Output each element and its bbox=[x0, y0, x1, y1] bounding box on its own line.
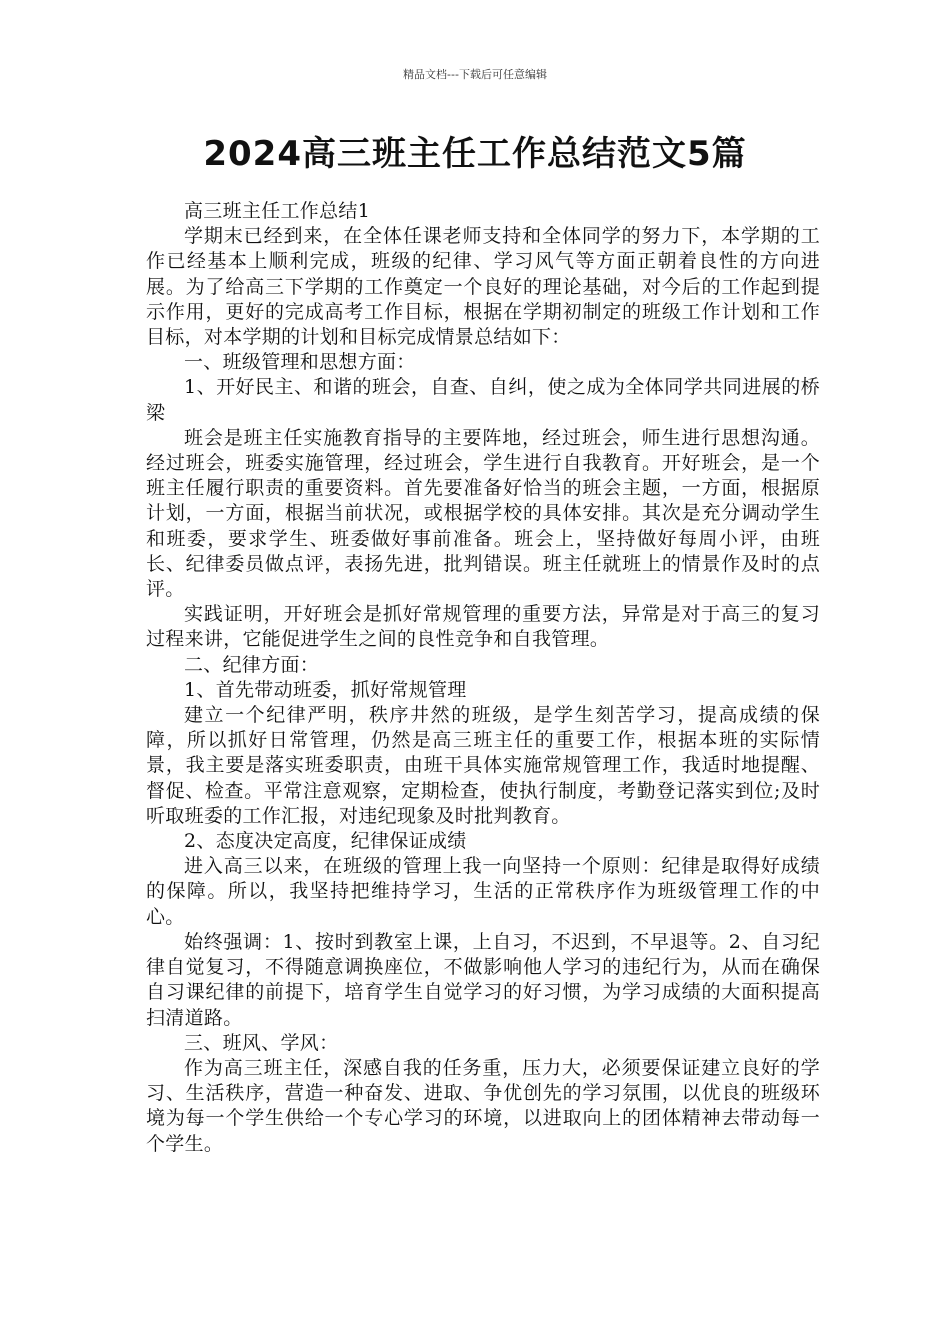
paragraph: 始终强调：1、按时到教室上课，上自习，不迟到，不早退等。2、自习纪律自觉复习，不得随意调换座位，不做影响他人学习的违纪行为，从而在确保自习课纪律的前提下，培育学生自觉学习的好习惯，为学习成绩的大面积提高扫清道路。 bbox=[146, 930, 820, 1029]
header-note: 精品文档---下载后可任意编辑 bbox=[403, 68, 547, 81]
paragraph: 学期末已经到来，在全体任课老师支持和全体同学的努力下，本学期的工作已经基本上顺利完成，班级的纪律、学习风气等方面正朝着良性的方向进展。为了给高三下学期的工作奠定一个良好的理论基础，对今后的工作起到提示作用，更好的完成高考工作目标，根据在学期初制定的班级工作计划和工作目标，对本学期的计划和目标完成情景总结如下： bbox=[146, 225, 820, 349]
section-heading: 一、班级管理和思想方面： bbox=[184, 351, 416, 374]
paragraph: 进入高三以来，在班级的管理上我一向坚持一个原则：纪律是取得好成绩的保障。所以，我坚持把维持学习，生活的正常秩序作为班级管理工作的中心。 bbox=[146, 855, 820, 928]
paragraph: 实践证明，开好班会是抓好常规管理的重要方法，异常是对于高三的复习过程来讲，它能促进学生之间的良性竞争和自我管理。 bbox=[146, 603, 820, 651]
document-body bbox=[146, 199, 820, 1157]
subsection-heading: 2、态度决定高度，纪律保证成绩 bbox=[184, 830, 467, 853]
section-heading: 高三班主任工作总结1 bbox=[184, 200, 371, 222]
paragraph: 建立一个纪律严明，秩序井然的班级，是学生刻苦学习，提高成绩的保障，所以抓好日常管理，仍然是高三班主任的重要工作，根据本班的实际情景，我主要是落实班委职责，由班干具体实施常规管理工作，我适时地提醒、督促、检查。平常注意观察，定期检查，使执行制度，考勤登记落实到位;及时听取班委的工作汇报，对违纪现象及时批判教育。 bbox=[146, 704, 820, 827]
paragraph: 作为高三班主任，深感自我的任务重，压力大，必须要保证建立良好的学习、生活秩序，营造一种奋发、进取、争优创先的学习氛围，以优良的班级环境为每一个学生供给一个专心学习的环境，以进取向上的团体精神去带动每一个学生。 bbox=[146, 1056, 820, 1155]
section-heading: 二、纪律方面： bbox=[184, 653, 320, 676]
document-title: 2024高三班主任工作总结范文5篇 bbox=[203, 134, 747, 174]
section-heading: 三、班风、学风： bbox=[184, 1031, 339, 1054]
subsection-heading: 1、开好民主、和谐的班会，自查、自纠，使之成为全体同学共同进展的桥梁 bbox=[146, 376, 820, 424]
paragraph: 班会是班主任实施教育指导的主要阵地，经过班会，师生进行思想沟通。经过班会，班委实施管理，经过班会，学生进行自我教育。开好班会，是一个班主任履行职责的重要资料。首先要准备好恰当的班会主题，一方面，根据原计划，一方面，根据当前状况，或根据学校的具体安排。其次是充分调动学生和班委，要求学生、班委做好事前准备。班会上，坚持做好每周小评，由班长、纪律委员做点评，表扬先进，批判错误。班主任就班上的情景作及时的点评。 bbox=[146, 426, 820, 601]
subsection-heading: 1、首先带动班委，抓好常规管理 bbox=[184, 678, 467, 701]
